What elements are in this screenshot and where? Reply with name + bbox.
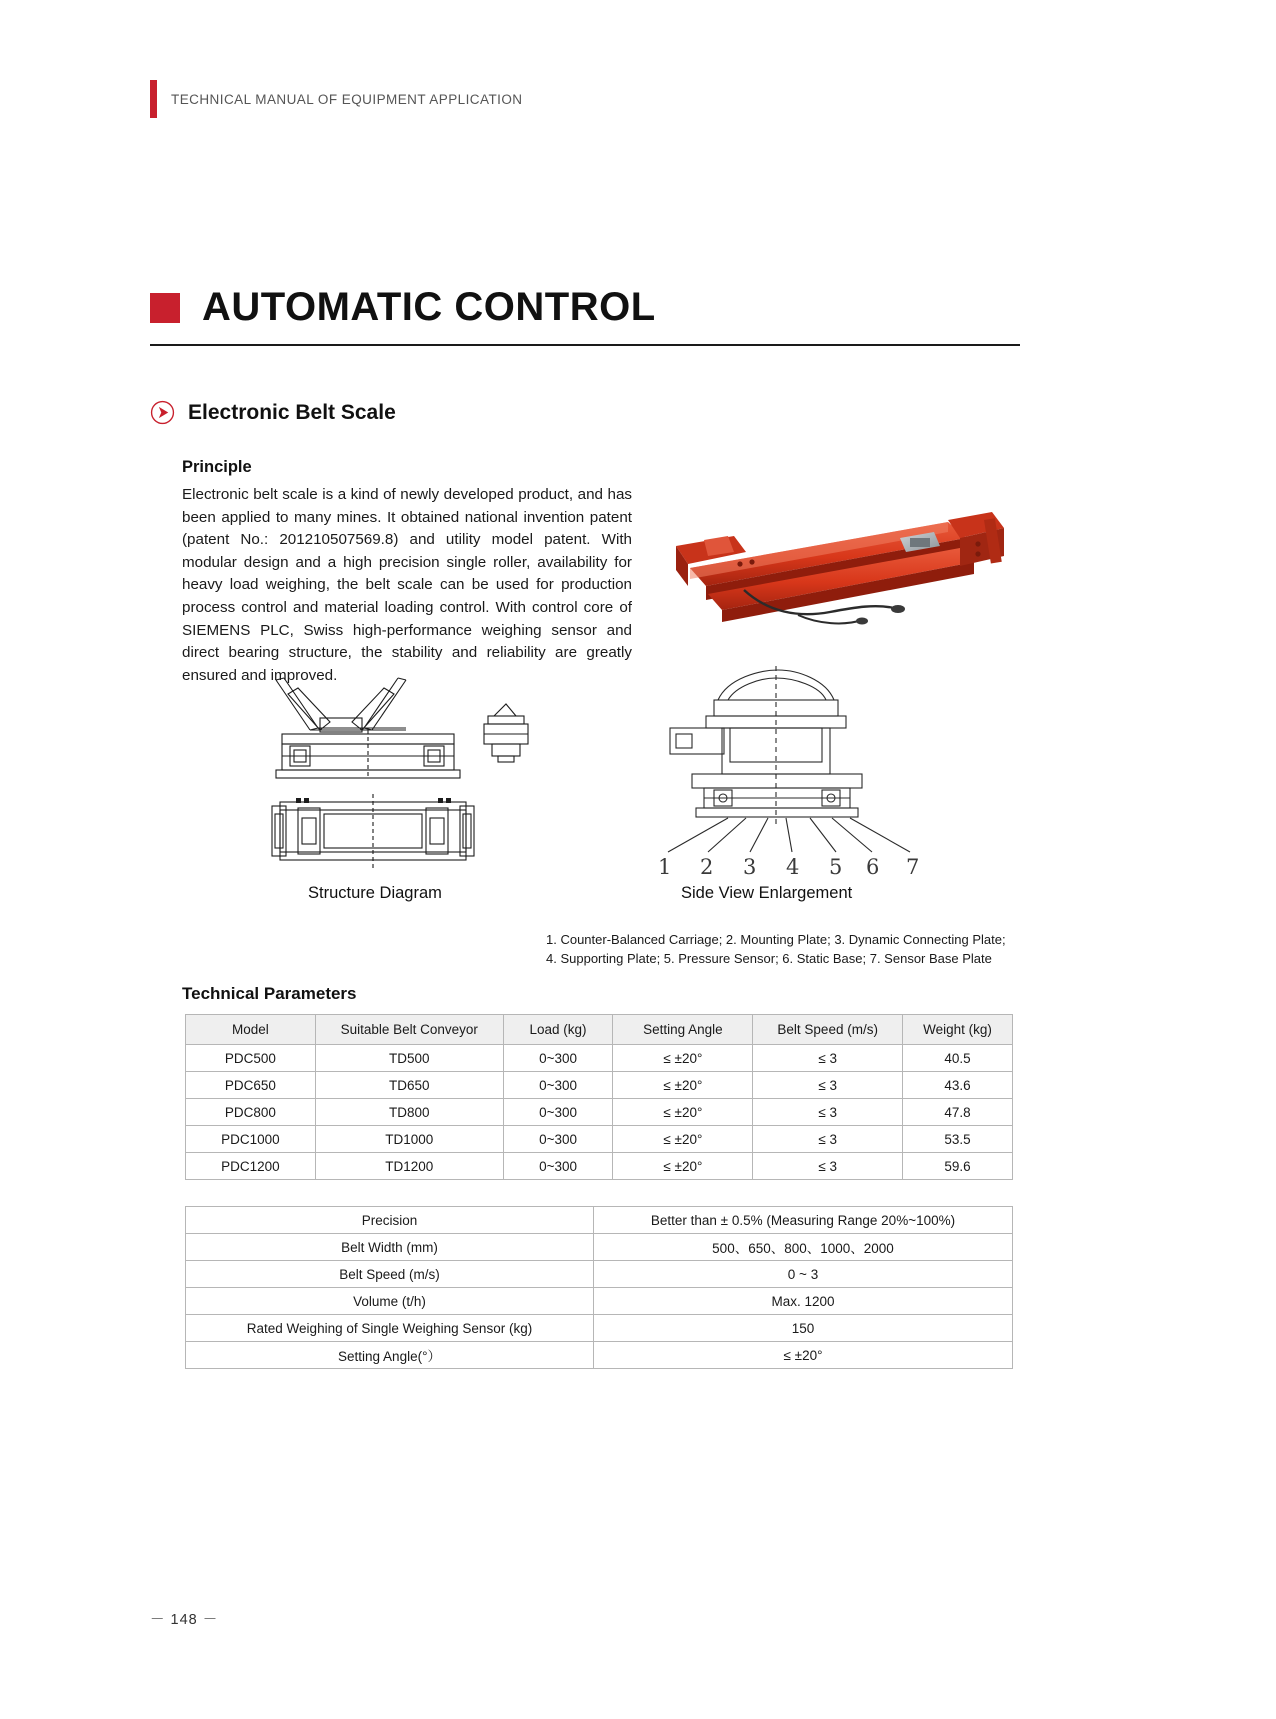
spec-row [186, 1234, 1013, 1261]
technical-parameters-table [185, 1014, 1013, 1180]
table-row [186, 1099, 1013, 1126]
column-header-2: Load (kg) [503, 1015, 613, 1045]
chapter-title: AUTOMATIC CONTROL [202, 285, 656, 329]
section-header [150, 400, 396, 425]
structure-diagram-caption: Structure Diagram [308, 884, 442, 902]
spec-value: 0 ~ 3 [594, 1261, 1013, 1288]
table-cell: ≤ ±20° [613, 1099, 753, 1126]
table-cell: ≤ 3 [753, 1099, 903, 1126]
chapter-accent-square [150, 293, 180, 323]
table-row [186, 1126, 1013, 1153]
table-cell: PDC650 [186, 1072, 316, 1099]
table-cell: TD500 [315, 1045, 503, 1072]
table-cell: TD1000 [315, 1126, 503, 1153]
table-cell: 53.5 [903, 1126, 1013, 1153]
spec-row [186, 1288, 1013, 1315]
table-cell: 47.8 [903, 1099, 1013, 1126]
table-cell: ≤ ±20° [613, 1126, 753, 1153]
table-cell: 0~300 [503, 1099, 613, 1126]
column-header-0: Model [186, 1015, 316, 1045]
svg-text:6: 6 [866, 855, 880, 879]
column-header-1: Suitable Belt Conveyor [315, 1015, 503, 1045]
spec-label: Volume (t/h) [186, 1288, 594, 1315]
svg-text:7: 7 [906, 855, 920, 879]
table-cell: ≤ 3 [753, 1072, 903, 1099]
table-cell: PDC800 [186, 1099, 316, 1126]
svg-text:3: 3 [743, 855, 757, 879]
svg-text:4: 4 [786, 855, 800, 879]
specification-table [185, 1206, 1013, 1369]
table-row [186, 1072, 1013, 1099]
running-header-text: TECHNICAL MANUAL OF EQUIPMENT APPLICATION [171, 91, 523, 107]
table-cell: 40.5 [903, 1045, 1013, 1072]
table-cell: TD1200 [315, 1153, 503, 1180]
table-header-row [186, 1015, 1013, 1045]
chapter-divider [150, 344, 1020, 346]
table-cell: ≤ ±20° [613, 1072, 753, 1099]
spec-row [186, 1207, 1013, 1234]
table-cell: ≤ 3 [753, 1153, 903, 1180]
spec-value: 500、650、800、1000、2000 [594, 1234, 1013, 1261]
spec-label: Setting Angle(°） [186, 1342, 594, 1369]
running-header [150, 80, 523, 118]
table-cell: PDC500 [186, 1045, 316, 1072]
column-header-4: Belt Speed (m/s) [753, 1015, 903, 1045]
spec-value: Better than ± 0.5% (Measuring Range 20%~100%) [594, 1207, 1013, 1234]
spec-row [186, 1261, 1013, 1288]
spec-value: Max. 1200 [594, 1288, 1013, 1315]
table-cell: 43.6 [903, 1072, 1013, 1099]
legend-line-1: 1. Counter-Balanced Carriage; 2. Mounting Plate; 3. Dynamic Connecting Plate; [546, 932, 1006, 947]
structure-diagram [258, 672, 558, 887]
table-cell: PDC1000 [186, 1126, 316, 1153]
table-cell: 0~300 [503, 1153, 613, 1180]
spec-value: ≤ ±20° [594, 1342, 1013, 1369]
figure-legend [546, 930, 1016, 968]
spec-label: Belt Speed (m/s) [186, 1261, 594, 1288]
table-cell: ≤ 3 [753, 1045, 903, 1072]
table-cell: 0~300 [503, 1126, 613, 1153]
table-row [186, 1153, 1013, 1180]
svg-text:2: 2 [700, 855, 714, 879]
spec-row [186, 1315, 1013, 1342]
table-cell: 59.6 [903, 1153, 1013, 1180]
spec-row [186, 1342, 1013, 1369]
side-view-enlargement-diagram [610, 666, 940, 891]
svg-text:5: 5 [829, 855, 843, 879]
section-title: Electronic Belt Scale [188, 400, 396, 424]
spec-label: Belt Width (mm) [186, 1234, 594, 1261]
spec-value: 150 [594, 1315, 1013, 1342]
play-circle-icon [150, 400, 175, 425]
spec-label: Precision [186, 1207, 594, 1234]
side-view-caption: Side View Enlargement [681, 884, 853, 902]
legend-line-2: 4. Supporting Plate; 5. Pressure Sensor; 6. Static Base; 7. Sensor Base Plate [546, 951, 992, 966]
table-cell: PDC1200 [186, 1153, 316, 1180]
product-photo [648, 482, 1014, 654]
column-header-5: Weight (kg) [903, 1015, 1013, 1045]
table-cell: ≤ 3 [753, 1126, 903, 1153]
principle-heading: Principle [182, 458, 252, 476]
chapter-header [150, 285, 1020, 346]
page-number: － 148 － [150, 1612, 219, 1628]
table-row [186, 1045, 1013, 1072]
table-cell: ≤ ±20° [613, 1153, 753, 1180]
table-cell: TD650 [315, 1072, 503, 1099]
column-header-3: Setting Angle [613, 1015, 753, 1045]
header-accent-bar [150, 80, 157, 118]
table-cell: 0~300 [503, 1072, 613, 1099]
principle-paragraph: Electronic belt scale is a kind of newly developed product, and has been applied to many mines. It obtained national invention patent (patent No.: 201210507569.8) and utility model patent. With modular design and a high precision single roller, availability for heavy load weighing, the belt scale can be used for production process control and material loading control. With control core of SIEMENS PLC, Swiss high-performance weighing sensor and direct bearing structure, the stability and reliability are greatly ensured and improved. [182, 486, 632, 684]
table-cell: 0~300 [503, 1045, 613, 1072]
spec-label: Rated Weighing of Single Weighing Sensor (kg) [186, 1315, 594, 1342]
technical-parameters-heading: Technical Parameters [182, 984, 357, 1003]
svg-text:1: 1 [658, 855, 672, 879]
table-cell: ≤ ±20° [613, 1045, 753, 1072]
table-cell: TD800 [315, 1099, 503, 1126]
